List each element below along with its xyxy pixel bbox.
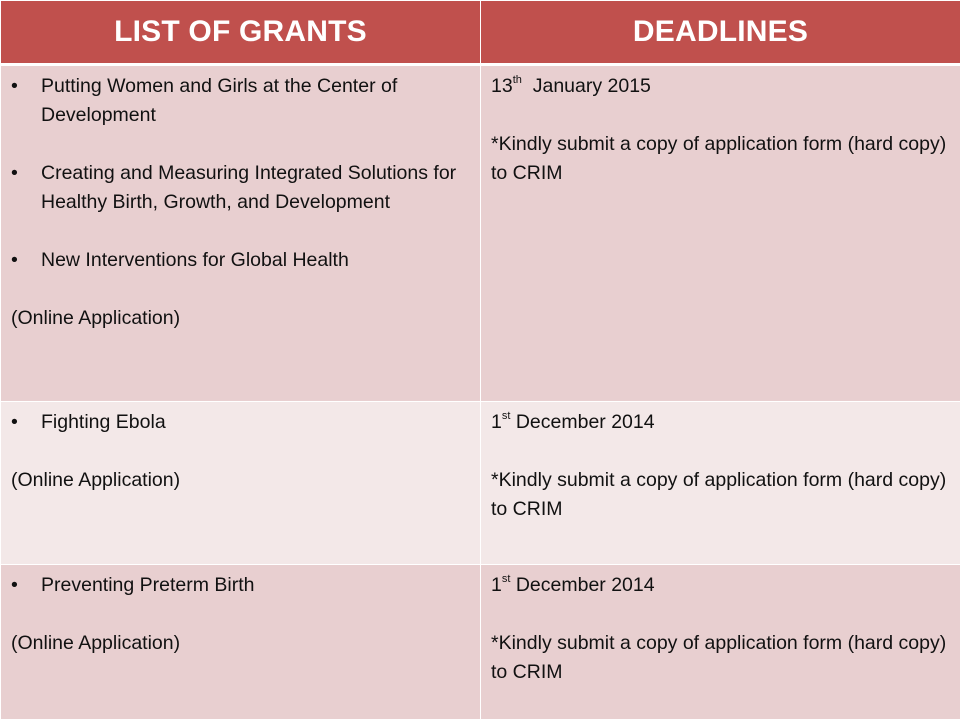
deadline-month-year: December 2014 — [510, 411, 655, 433]
grant-item: • Putting Women and Girls at the Center of Development — [11, 72, 470, 130]
application-mode: (Online Application) — [11, 307, 181, 329]
application-mode: (Online Application) — [11, 469, 181, 491]
deadline-date — [491, 408, 950, 437]
table-row — [1, 565, 960, 720]
grant-cell — [1, 402, 481, 565]
deadline-suffix: st — [501, 409, 511, 422]
deadline-suffix: th — [512, 73, 522, 86]
deadline-cell — [481, 402, 960, 565]
deadline-suffix: st — [501, 572, 511, 585]
deadline-day: 1 — [491, 574, 502, 596]
deadline-cell — [481, 65, 960, 402]
grant-item: • Fighting Ebola — [11, 408, 470, 437]
submission-note: *Kindly submit a copy of application form (hard copy) to CRIM — [491, 469, 947, 520]
table-header-row — [1, 1, 960, 65]
application-mode: (Online Application) — [11, 632, 181, 654]
deadline-day: 1 — [491, 411, 502, 433]
grant-item: • Creating and Measuring Integrated Solutions for Healthy Birth, Growth, and Development — [11, 159, 470, 217]
grant-item: • New Interventions for Global Health — [11, 246, 470, 275]
header-list-of-grants: LIST OF GRANTS — [1, 1, 481, 65]
submission-note: *Kindly submit a copy of application form (hard copy) to CRIM — [491, 133, 947, 184]
grant-list — [11, 72, 470, 275]
table-row — [1, 65, 960, 402]
grant-cell — [1, 565, 481, 720]
grant-list — [11, 571, 470, 600]
grant-list — [11, 408, 470, 437]
submission-note: *Kindly submit a copy of application form (hard copy) to CRIM — [491, 632, 947, 683]
deadline-day: 13 — [491, 75, 513, 97]
deadline-date — [491, 72, 950, 101]
grant-cell — [1, 65, 481, 402]
deadline-month-year: December 2014 — [510, 574, 655, 596]
header-deadlines: DEADLINES — [481, 1, 960, 65]
grant-item: • Preventing Preterm Birth — [11, 571, 470, 600]
deadline-cell — [481, 565, 960, 720]
table-row — [1, 402, 960, 565]
deadline-month-year: January 2015 — [521, 75, 651, 97]
deadline-date — [491, 571, 950, 600]
